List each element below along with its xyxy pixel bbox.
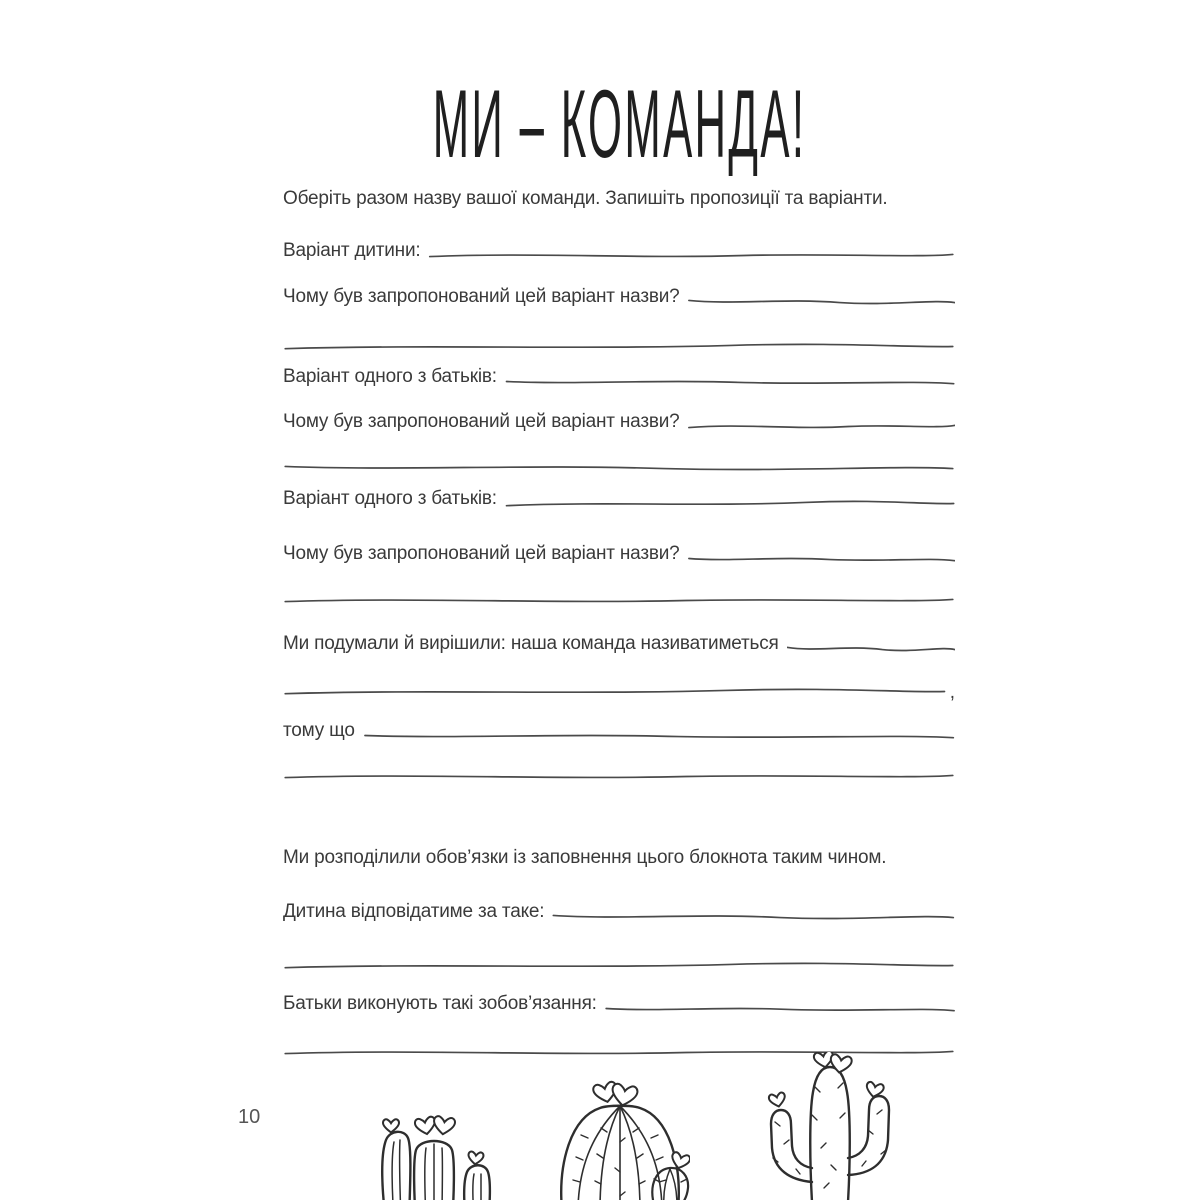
write-in-line: [283, 461, 955, 474]
form-row-blank-line: [283, 594, 955, 608]
parent-variant-label: Варіант одного з батьків:: [283, 488, 497, 509]
duties-intro-text: Ми розподілили обов’язки із заповнення цього блокнота таким чином.: [283, 847, 887, 868]
child-variant-label: Варіант дитини:: [283, 240, 421, 261]
write-in-line: [505, 375, 955, 388]
form-row-why-1: [283, 284, 955, 310]
write-in-line: [552, 910, 955, 923]
write-in-line: [688, 420, 955, 433]
write-in-line: [688, 552, 955, 565]
form-row-team-name-decision: [283, 631, 955, 657]
cactus-middle-illustration: [550, 1080, 690, 1200]
write-in-line: [428, 249, 955, 262]
intro-text: Оберіть разом назву вашої команди. Запишіть пропозиції та варіанти.: [283, 188, 888, 209]
form-row-because: [283, 718, 955, 744]
form-row-blank-line-comma: [283, 682, 955, 703]
form-row-parent-variant-2: [283, 486, 955, 512]
write-in-line: [283, 959, 955, 972]
parents-duty-label: Батьки виконують такі зобов’язання:: [283, 993, 597, 1014]
form-row-parent-variant-1: [283, 364, 955, 390]
page-title-text: МИ – КОМАНДА!: [432, 69, 806, 178]
form-row-why-3: [283, 541, 955, 567]
write-in-line: [787, 642, 955, 655]
why-question-label: Чому був запропонований цей варіант назви?: [283, 286, 680, 307]
form-row-child-variant: [283, 238, 955, 264]
parent-variant-label: Варіант одного з батьків:: [283, 366, 497, 387]
form-row-parents-duty: [283, 991, 955, 1017]
write-in-line: [605, 1002, 955, 1015]
why-question-label: Чому був запропонований цей варіант назви?: [283, 411, 680, 432]
cactus-left-illustration: [350, 1092, 525, 1200]
cactus-right-illustration: [758, 1052, 903, 1200]
team-name-decision-label: Ми подумали й вирішили: наша команда називатиметься: [283, 633, 779, 654]
form-row-blank-line: [283, 340, 955, 354]
write-in-line: [283, 770, 955, 783]
write-in-line: [283, 594, 955, 607]
form-row-blank-line: [283, 461, 955, 475]
child-duty-label: Дитина відповідатиме за таке:: [283, 901, 545, 922]
write-in-line: [363, 729, 955, 742]
write-in-line: [505, 497, 955, 510]
form-row-blank-line: [283, 770, 955, 784]
form-row-blank-line: [283, 959, 955, 973]
write-in-line: [283, 685, 947, 698]
why-question-label: Чому був запропонований цей варіант назви?: [283, 543, 680, 564]
comma-text: ,: [949, 682, 955, 703]
because-label: тому що: [283, 720, 355, 741]
page-number: 10: [238, 1106, 261, 1128]
write-in-line: [283, 340, 955, 353]
page-title: [283, 69, 955, 178]
form-row-why-2: [283, 409, 955, 435]
write-in-line: [688, 295, 955, 308]
form-row-child-duty: [283, 899, 955, 925]
